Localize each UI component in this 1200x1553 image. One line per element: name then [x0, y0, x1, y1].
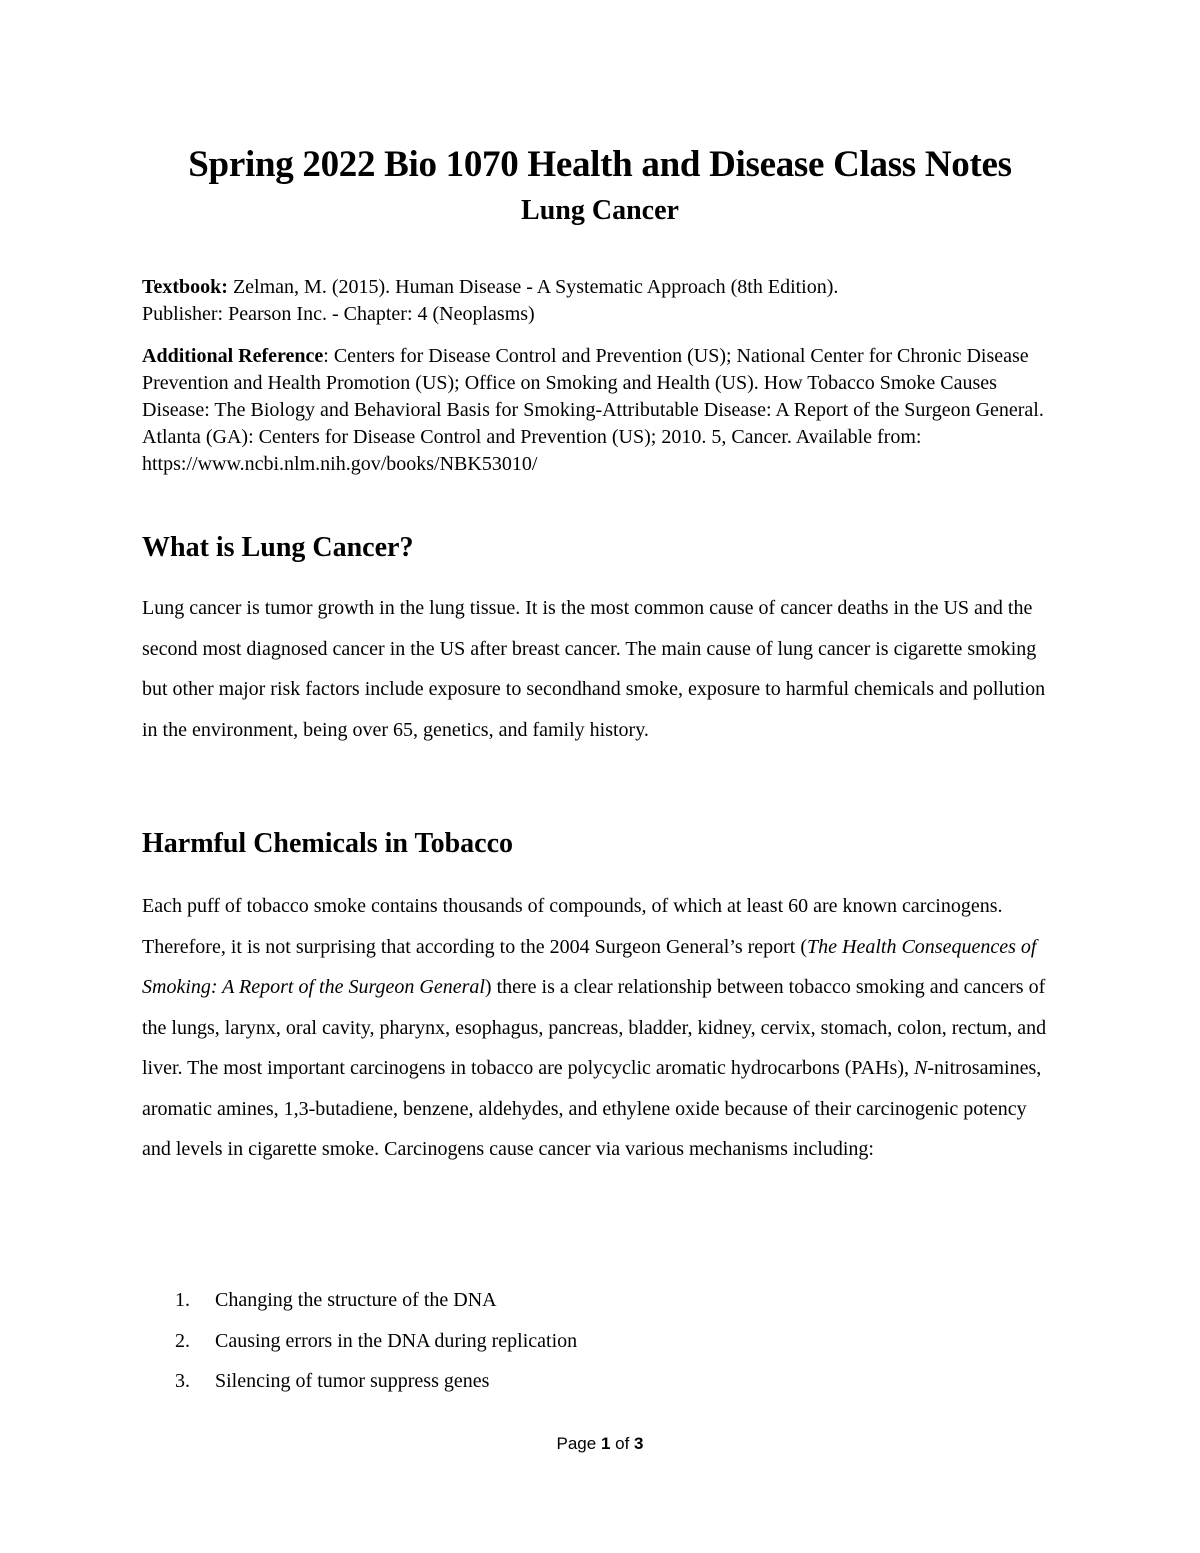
page-total: 3 [634, 1434, 644, 1453]
of-word: of [610, 1434, 635, 1453]
textbook-text-2: Publisher: Pearson Inc. - Chapter: 4 (Neoplasms) [142, 303, 535, 325]
harmful-text-1: Each puff of tobacco smoke contains thousands of compounds, of which at least 60 are known carcinogens. Therefore, it is not surprising that according to the 2004 Surgeon General’s report ( [142, 895, 1003, 958]
harmful-text-3: -nitrosamines, aromatic amines, 1,3-butadiene, benzene, aldehydes, and ethylene oxide because of their carcinogenic potency and levels in cigarette smoke. Carcinogens cause cancer via various mechanisms including: [142, 1057, 1042, 1160]
list-number: 1. [175, 1289, 190, 1311]
report-title-italic: The Health Consequences of Smoking: A Report of the Surgeon General [142, 935, 1037, 998]
mechanisms-list [142, 1280, 1042, 1402]
list-number: 2. [175, 1329, 190, 1352]
harmful-chemicals-paragraph [142, 886, 1060, 1170]
list-text: Causing errors in the DNA during replication [215, 1329, 578, 1352]
additional-label: Additional Reference [142, 345, 324, 367]
page-word: Page [556, 1434, 601, 1453]
n-italic: N [914, 1057, 928, 1079]
reference-url: https://www.ncbi.nlm.nih.gov/books/NBK53010/ [142, 453, 538, 475]
document-subtitle: Lung Cancer [521, 195, 679, 226]
harmful-text-2: ) there is a clear relationship between tobacco smoking and cancers of the lungs, larynx, oral cavity, pharynx, esophagus, pancreas, bladder, kidney, cervix, stomach, colon, rectum, and liver. The most important carcinogens in tobacco are polycyclic aromatic hydrocarbons (PAHs), [142, 976, 1047, 1079]
page-number: 1 [600, 1434, 611, 1453]
section-heading-what-is-lung-cancer: What is Lung Cancer? [142, 532, 414, 563]
section-heading-harmful-chemicals: Harmful Chemicals in Tobacco [142, 828, 514, 859]
additional-text: : Centers for Disease Control and Prevention (US); National Center for Chronic Disease Prevention and Health Promotion (US); Office on Smoking and Health (US). How Tobacco Smoke Causes Disease: The Biology and Behavioral Basis for Smoking-Attributable Disease: A Report of the Surgeon General. Atlanta (GA): Centers for Disease Control and Prevention (US); 2010. 5, Cancer. Available from: [142, 345, 1044, 448]
what-is-lung-cancer-paragraph: Lung cancer is tumor growth in the lung tissue. It is the most common cause of cancer deaths in the US and the second most diagnosed cancer in the US after breast cancer. The main cause of lung cancer is cigarette smoking but other major risk factors include exposure to secondhand smoke, exposure to harmful chemicals and pollution in the environment, being over 65, genetics, and family history. [142, 597, 1046, 741]
list-item [142, 1280, 1042, 1321]
textbook-text-1: Zelman, M. (2015). Human Disease - A Systematic Approach (8th Edition). [227, 276, 839, 298]
list-text: Silencing of tumor suppress genes [215, 1370, 490, 1392]
textbook-label: Textbook: [142, 276, 228, 298]
additional-reference [142, 343, 1062, 478]
list-number: 3. [175, 1370, 190, 1392]
list-item [142, 1361, 1042, 1402]
list-text: Changing the structure of the DNA [215, 1289, 497, 1311]
document-title: Spring 2022 Bio 1070 Health and Disease Class Notes [188, 144, 1012, 185]
list-item [142, 1321, 1042, 1362]
textbook-reference [142, 274, 1062, 328]
page-footer [0, 1432, 1200, 1456]
